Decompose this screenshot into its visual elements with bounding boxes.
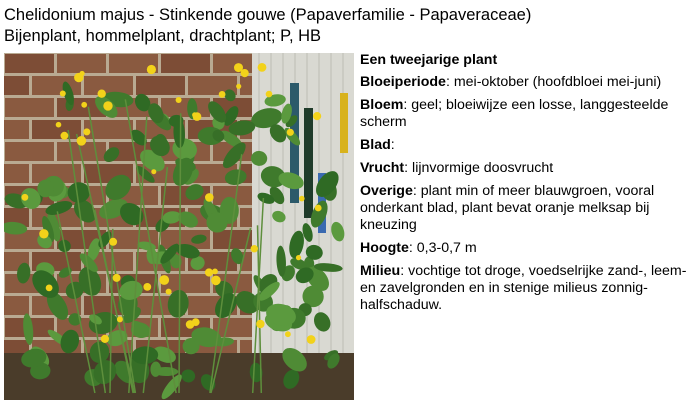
flower bbox=[61, 132, 69, 140]
brick bbox=[161, 98, 210, 117]
brick bbox=[136, 76, 185, 95]
flower bbox=[56, 122, 62, 128]
info-bloem: Bloem: geel; bloeiwijze een losse, langgesteelde scherm bbox=[360, 97, 669, 130]
brick bbox=[4, 76, 29, 95]
flower bbox=[109, 238, 117, 246]
flower bbox=[186, 320, 195, 329]
flower bbox=[77, 136, 87, 146]
flower bbox=[159, 275, 169, 285]
flower bbox=[236, 84, 241, 89]
flower bbox=[296, 255, 301, 260]
plant-lifecycle-title: Een tweejarige plant bbox=[360, 52, 498, 68]
flower bbox=[83, 128, 90, 135]
flower bbox=[151, 169, 156, 174]
species-title: Chelidonium majus - Stinkende gouwe (Papaverfamilie - Papaveraceae) bbox=[4, 6, 532, 24]
info-vrucht: Vrucht: lijnvormige doosvrucht bbox=[360, 160, 554, 176]
flower bbox=[143, 283, 151, 291]
flower bbox=[313, 112, 321, 120]
plant-categories: Bijenplant, hommelplant, drachtplant; P, HB bbox=[4, 27, 322, 45]
flower bbox=[103, 101, 112, 110]
flower bbox=[176, 97, 182, 103]
info-hoogte: Hoogte: 0,3-0,7 m bbox=[360, 240, 477, 256]
brick bbox=[5, 142, 54, 161]
flower bbox=[285, 331, 291, 337]
flower bbox=[192, 112, 197, 117]
plant-photo bbox=[4, 53, 354, 400]
flower bbox=[307, 335, 316, 344]
flower bbox=[80, 71, 85, 76]
flower bbox=[60, 91, 66, 97]
plant-info bbox=[360, 52, 698, 320]
plant-photo-illustration bbox=[4, 53, 354, 400]
flower bbox=[81, 102, 87, 108]
flower bbox=[258, 63, 267, 72]
flower bbox=[22, 194, 29, 201]
flower bbox=[117, 316, 123, 322]
info-milieu: Milieu: vochtige tot droge, voedselrijke zand-, leem- en zavelgronden en in stenige milieus zonnig-halfschaduw. bbox=[360, 263, 687, 313]
door-stripe-yellow bbox=[340, 93, 348, 153]
brick bbox=[4, 120, 29, 139]
flower bbox=[219, 91, 226, 98]
flower bbox=[101, 335, 109, 343]
brick bbox=[57, 54, 106, 73]
flower bbox=[299, 196, 305, 202]
flower bbox=[205, 268, 213, 276]
flower bbox=[315, 205, 322, 212]
flower bbox=[241, 69, 249, 77]
info-overige: Overige: plant min of meer blauwgroen, vooral onderkant blad, plant bevat oranje melksap bij kneuzing bbox=[360, 183, 655, 233]
brick bbox=[32, 76, 81, 95]
flower bbox=[287, 129, 294, 136]
flower bbox=[147, 65, 156, 74]
flower bbox=[166, 289, 172, 295]
brick bbox=[4, 296, 29, 315]
flower bbox=[205, 193, 214, 202]
flower bbox=[266, 91, 273, 98]
info-blad: Blad: bbox=[360, 137, 395, 153]
flower bbox=[113, 274, 121, 282]
flower bbox=[256, 320, 264, 328]
flower bbox=[251, 245, 258, 252]
brick bbox=[5, 98, 54, 117]
brick bbox=[4, 164, 29, 183]
brick bbox=[161, 54, 210, 73]
flower bbox=[39, 229, 48, 238]
brick bbox=[84, 76, 133, 95]
page-header bbox=[4, 5, 531, 47]
flower bbox=[98, 90, 106, 98]
flower bbox=[46, 285, 53, 292]
door-stripe-dark bbox=[304, 108, 313, 218]
info-bloeiperiode: Bloeiperiode: mei-oktober (hoofdbloei mei-juni) bbox=[360, 74, 662, 90]
brick bbox=[5, 54, 54, 73]
flower bbox=[211, 276, 221, 286]
